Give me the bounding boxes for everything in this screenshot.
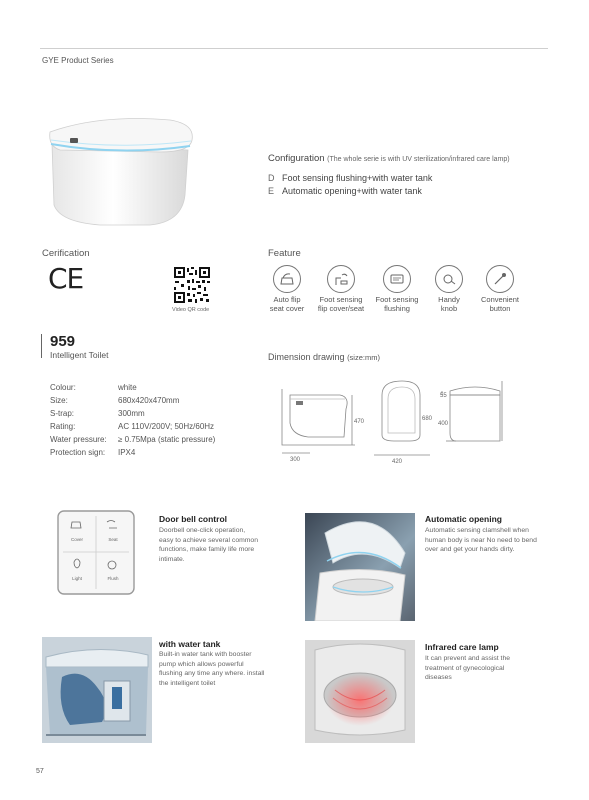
feature-label: button [489,303,511,313]
dim-front-base: 420 [392,459,403,465]
detail-title-auto-opening: Automatic opening [425,514,502,524]
ce-mark-logo: CE [48,262,84,295]
option-text: Automatic opening+with water tank [282,186,422,196]
water-tank-image [42,637,152,743]
configuration-heading: Configuration [268,153,325,164]
detail-desc-water-tank [159,650,264,688]
series-label: GYE Product Series [42,56,114,65]
config-option-d [268,173,432,183]
remote-btn-light: Light [72,576,82,581]
configuration-title [268,153,510,164]
detail-title-infrared: Infrared care lamp [425,642,499,652]
spec-row [50,396,179,405]
desc-line: Doorbell one-click operation, [159,527,246,534]
flush-icon [383,265,411,293]
option-key: D [268,173,275,183]
feature-label: Foot sensing [375,295,419,304]
spec-value: 300mm [118,409,145,418]
dimension-unit: (size:mm) [347,353,380,362]
qr-code-image[interactable] [173,266,211,304]
foot-sensor-icon [327,265,355,293]
feature-label: Foot sensing [319,295,363,304]
remote-btn-cover: Cover [70,537,84,542]
certification-title: Cerification [42,248,90,259]
desc-line: pump which allows powerful [159,660,244,668]
desc-line: diseases [425,674,452,681]
desc-line: human body is near No need to bend [425,536,537,544]
remote-btn-seat: Seat [108,537,118,542]
dimension-drawing [270,375,520,465]
feature-convenient-button [473,265,527,313]
feature-handy-knob [422,265,476,313]
spec-value: IPX4 [118,448,136,457]
feature-label: Handy [438,295,460,304]
page-number: 57 [36,768,44,775]
detail-desc-auto-opening [425,526,537,555]
spec-value: ≥ 0.75Mpa (static pressure) [118,435,216,444]
desc-line: Automatic sensing clamshell when [425,527,529,534]
header-divider [40,48,548,49]
spec-row [50,409,145,418]
remote-btn-flush: Flush [107,576,119,581]
desc-line: the intelligent toilet [159,679,216,687]
model-number: 959 [50,333,76,350]
option-text: Foot sensing flushing+with water tank [282,173,433,183]
dim-side-base: 300 [290,457,301,463]
seat-cover-icon [273,265,301,293]
spec-label: Size: [50,396,68,405]
dimension-title [268,352,380,362]
config-option-e [268,186,422,196]
dim-back-top: 55 [440,393,447,399]
desc-line: flushing any time any where. install [159,670,265,677]
spec-row [50,383,137,392]
desc-line: It can prevent and assist the [425,655,511,662]
spec-row [50,422,214,431]
desc-line: easy to achieve several common [159,536,258,544]
feature-label: flushing [384,303,410,313]
spec-label: Water pressure: [50,435,107,444]
model-name: Intelligent Toilet [50,350,109,360]
spec-row [50,448,135,457]
toilet-hero-image [40,110,200,235]
feature-label: Auto flip [273,295,301,304]
spec-row [50,435,215,444]
spec-label: Rating: [50,422,76,431]
qr-caption: Video QR code [172,307,210,313]
dim-side-height: 470 [354,419,365,425]
feature-title: Feature [268,248,301,259]
feature-auto-flip [260,265,314,313]
knob-icon [435,265,463,293]
feature-foot-sensing-flushing [370,265,424,313]
detail-desc-door-bell [159,526,258,564]
feature-label: knob [440,303,458,313]
automatic-opening-image [305,513,415,621]
model-accent-bar [41,334,42,358]
dimension-heading: Dimension drawing [268,352,345,362]
desc-line: treatment of gynecological [425,664,505,672]
configuration-note: (The whole serie is with UV sterilization/infrared care lamp) [327,156,510,163]
detail-title-water-tank: with water tank [159,639,221,649]
feature-foot-sensing-cover [314,265,368,313]
infrared-care-lamp-image [305,640,415,743]
remote-control-image [57,510,135,595]
spec-value: AC 110V/200V; 50Hz/60Hz [118,422,215,431]
spec-value: white [118,383,137,392]
option-key: E [268,186,275,196]
desc-line: functions, make family life more [159,546,255,553]
feature-label: Convenient [481,295,519,304]
dim-back-height: 400 [438,421,449,427]
dim-front-height: 680 [422,416,433,422]
feature-label: flip cover/seat [317,303,365,313]
feature-label: seat cover [269,303,305,313]
detail-desc-infrared [425,654,510,683]
desc-line: intimate. [159,555,185,563]
spec-label: Colour: [50,383,76,392]
detail-title-door-bell: Door bell control [159,514,227,524]
spec-value: 680x420x470mm [118,396,180,405]
spec-label: S-trap: [50,409,75,418]
spec-label: Protection sign: [50,448,106,457]
desc-line: over and get your hands dirty. [425,546,515,553]
button-icon [486,265,514,293]
desc-line: Built-in water tank with booster [159,651,252,658]
